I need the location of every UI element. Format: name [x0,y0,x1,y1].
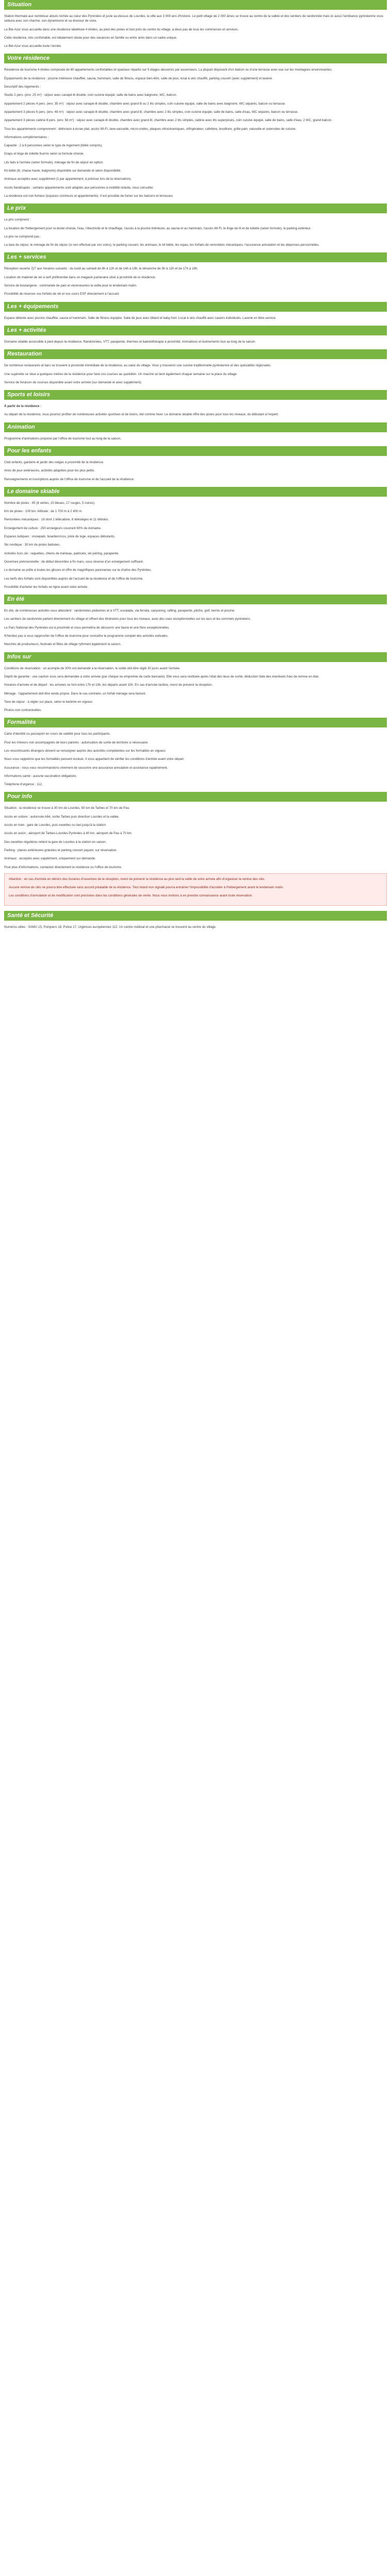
paragraph: Taxe de séjour : à régler sur place, selon le barème en vigueur. [4,700,93,704]
paragraph: Les ressortissants étrangers doivent se renseigner auprès des autorités compétentes sur les formalités en vigueur. [4,749,167,753]
paragraph: Activités hors ski : raquettes, chiens de traîneau, patinoire, ski joëring, parapente. [4,551,119,555]
section-info [4,792,387,905]
paragraph: Résidence de tourisme 4 étoiles composée de 80 appartements confortables et spacieux répartis sur 5 étages desservis par ascenseurs. La plupart disposent d'un balcon ou d'une terrasse avec vue sur les montagnes environnantes. [4,68,333,72]
section-title: Les + activités [4,326,387,335]
section-title: Les + services [4,252,387,262]
paragraph: En été, de nombreuses activités vous attendent : randonnées pédestres et à VTT, escalade, via ferrata, canyoning, rafting, parapente, pêche, golf, tennis et piscine. [4,609,235,613]
paragraph: La location de l'hébergement pour la durée choisie, l'eau, l'électricité et le chauffage, l'accès à la piscine intérieure, au sauna et au hammam, l'accès Wi-Fi, le linge de lit et de toilette (selon formule), le parking extérieur. [4,226,312,230]
paragraph: La résidence est non-fumeur (espaces communs et appartements). Il est possible de fumer sur les balcons et terrasses. [4,194,174,198]
section-title: Pour les enfants [4,446,387,456]
paragraph: Accès en train : gare de Lourdes, puis navettes ou taxi jusqu'à la station. [4,823,107,827]
section-title: Formalités [4,718,387,727]
paragraph: Des navettes régulières relient la gare de Lourdes à la station en saison. [4,840,107,844]
paragraph: Studio 2 pers. (env. 25 m²) : séjour avec canapé-lit double, coin cuisine équipé, salle de bains avec baignoire, WC, balcon. [4,93,177,97]
section-activites [4,326,387,344]
section-formalites [4,718,387,787]
paragraph: Appartement 3 pièces 6 pers. (env. 48 m²) : séjour avec canapé-lit double, chambre avec grand lit, chambre avec 2 lits simples, coin cuisine équipé, salle de bains, salle d'eau, WC séparés, balcon ou terrasse. [4,110,299,114]
paragraph: Conditions de réservation : un acompte de 30% est demandé à la réservation, le solde doit être réglé 30 jours avant l'arrivée. [4,666,181,670]
paragraph: Les sentiers de randonnée partent directement du village et offrent des itinéraires pour tous les niveaux, avec des vues exceptionnelles sur les lacs et les sommets pyrénéens. [4,617,251,621]
section-services [4,252,387,296]
paragraph: Pour plus d'informations, contactez directement la résidence ou l'office de tourisme. [4,865,122,869]
paragraph: Accès handicapés : certains appartements sont adaptés aux personnes à mobilité réduite, nous consulter. [4,185,154,190]
page [0,0,391,929]
paragraph: Kit bébé (lit, chaise haute, baignoire) disponible sur demande et selon disponibilité. [4,169,122,173]
paragraph: Club enfants, garderie et jardin des neiges à proximité de la résidence. [4,460,104,464]
section-title: Restauration [4,349,387,359]
section-title: En été [4,595,387,604]
section-title: Le prix [4,204,387,213]
paragraph: Service de livraison de courses disponible avant votre arrivée (sur demande et avec supplément). [4,380,142,384]
section-title: Pour info [4,792,387,802]
section-title: Votre résidence [4,54,387,63]
paragraph: De nombreux restaurants et bars se trouvent à proximité immédiate de la résidence, au cœur du village. Vous y trouverez une cuisine traditionnelle pyrénéenne et des spécialités régionales. [4,364,271,368]
section-domaine [4,487,387,589]
paragraph: Capacité : 2 à 8 personnes selon le type de logement (bébé compris). [4,144,103,148]
paragraph: Nombre de pistes : 45 (8 vertes, 15 bleues, 17 rouges, 5 noires). [4,501,95,505]
paragraph: Ski nordique : 30 km de pistes balisées. [4,543,61,547]
paragraph: Équipements de la résidence : piscine intérieure chauffée, sauna, hammam, salle de fitness, espace bien-être, salle de jeux, local à skis chauffé, parking couvert (avec supplément) et laverie. [4,76,273,80]
paragraph: Photos non contractuelles. [4,708,42,713]
paragraph: Service de boulangerie : commande de pain et viennoiseries la veille pour le lendemain matin. [4,284,137,288]
paragraph: Possibilité d'acheter les forfaits en ligne avant votre arrivée. [4,585,88,589]
paragraph: Descriptif des logements : [4,85,41,89]
paragraph: Km de pistes : 100 km. Altitude : de 1 700 m à 2 400 m. [4,510,83,514]
section-equipements [4,302,387,320]
section-ete [4,595,387,647]
paragraph: Station thermale aux nombreux atouts nichée au cœur des Pyrénées et juste au-dessus de Lourdes, la ville aux 3 000 ans d'histoire. Le petit village de 2 000 âmes se trouve au centre de la vallée et des sentiers de randonnée mais ici aussi l'ambiance pyrénéenne vous séduira avec son charme, son dynamisme et sa douceur de vivre. [4,14,383,23]
paragraph: Accès en voiture : autoroute A64, sortie Tarbes puis direction Lourdes et la vallée. [4,815,120,819]
section-title: Le domaine skiable [4,487,387,497]
section-situation [4,0,387,48]
paragraph: Le Bel-Azur vous accueille dans une résidence labellisée 4 étoiles, au pied des pistes et tout près du centre du village, à deux pas de tous les commerces et services. [4,27,239,31]
section-animation [4,422,387,441]
paragraph: Pour les mineurs non accompagnés de leurs parents : autorisation de sortie de territoire si nécessaire. [4,740,149,744]
paragraph: Dépôt de garantie : une caution vous sera demandée à votre arrivée (par chèque ou empreinte de carte bancaire). Elle vous sera restituée après l'état des lieux de sortie, déduction faite des éventuels frais de remise en état. [4,674,319,679]
notice-paragraph: Aucune remise de clés ne pourra être effectuée sans accord préalable de la résidence. Tout retard non signalé pourra entraîner l'impossibilité d'accéder à l'hébergement avant le lendemain matin. [9,886,284,890]
paragraph: Le prix ne comprend pas : [4,234,41,239]
paragraph: Animaux acceptés avec supplément (1 par appartement, à préciser lors de la réservation). [4,177,132,181]
paragraph: Appartement 2 pièces 4 pers. (env. 35 m²) : séjour avec canapé-lit double, chambre avec grand lit ou 2 lits simples, coin cuisine équipé, salle de bains avec baignoire, WC séparés, balcon ou terrasse. [4,101,286,106]
paragraph: Assurance : nous vous recommandons vivement de souscrire une assurance annulation et assistance rapatriement. [4,766,168,770]
paragraph: Nous vous rappelons que les formalités peuvent évoluer. Il vous appartient de vérifier les conditions d'entrée avant votre départ. [4,757,185,761]
section-title: Les + équipements [4,302,387,312]
paragraph: Situation : la résidence se trouve à 30 km de Lourdes, 50 km de Tarbes et 70 km de Pau. [4,806,130,810]
paragraph: Appartement 3 pièces cabine 8 pers. (env. 56 m²) : séjour avec canapé-lit double, chambre avec grand lit, chambre avec 2 lits simples, cabine avec lits superposés, coin cuisine équipé, salle de bains, salle d'eau, 2 WC, grand balcon. [4,118,332,123]
notice-paragraph: Attention : en cas d'arrivée en dehors des horaires d'ouverture de la réception, merci de prévenir la résidence au plus tard la veille de votre arrivée afin d'organiser la remise des clés. [9,877,266,881]
paragraph: Le domaine se prête à toutes les glisses et offre de magnifiques panoramas sur la chaîne des Pyrénées. [4,568,152,572]
paragraph: Carte d'identité ou passeport en cours de validité pour tous les participants. [4,732,111,736]
paragraph: Les tarifs des forfaits sont disponibles auprès de l'accueil de la résidence et de l'office de tourisme. [4,577,143,581]
paragraph: Espaces ludiques : snowpark, boardercross, piste de luge, espaces débutants. [4,535,116,539]
paragraph: Espace détente avec piscine chauffée, sauna et hammam. Salle de fitness équipée. Salle de jeux avec billard et baby-foot. Local à skis chauffé avec casiers individuels. Laverie en libre-service. [4,316,276,320]
paragraph: Ménage : l'appartement doit être rendu propre. Dans le cas contraire, un forfait ménage sera facturé. [4,691,146,696]
paragraph: Animaux : acceptés avec supplément, uniquement sur demande. [4,857,96,861]
section-enfants [4,446,387,482]
notice-box [4,873,387,906]
paragraph: Marchés de producteurs, festivals et fêtes de village rythment également la saison. [4,642,121,647]
paragraph: La taxe de séjour, le ménage de fin de séjour (si non effectué par vos soins), le parking couvert, les animaux, le kit bébé, les repas, les forfaits de remontées mécaniques, l'assurance annulation et les dépenses personnelles. [4,243,320,247]
paragraph: Réception ouverte 7j/7 aux horaires suivants : du lundi au samedi de 8h à 12h et de 14h à 19h, le dimanche de 9h à 12h et de 17h à 19h. [4,267,198,271]
paragraph: Lits faits à l'arrivée (selon formule), ménage de fin de séjour en option. [4,160,104,164]
paragraph: Informations complémentaires : [4,135,49,139]
paragraph: Enneigement de culture : 250 enneigeurs couvrant 60% du domaine. [4,526,102,530]
section-infos [4,652,387,713]
paragraph: Renseignements et inscriptions auprès de l'office de tourisme et de l'accueil de la résidence. [4,477,135,481]
section-title: Santé et Sécurité [4,911,387,921]
paragraph: Aires de jeux extérieures, activités adaptées pour les plus petits. [4,469,95,473]
notice-paragraph: Les conditions d'annulation et de modification sont précisées dans les conditions générales de vente. Nous vous invitons à en prendre connaissance avant toute réservation. [9,894,253,898]
paragraph: Ouverture prévisionnelle : de début décembre à fin mars, sous réserve d'un enneigement suffisant. [4,560,144,564]
paragraph: Programme d'animations proposé par l'office de tourisme tout au long de la saison. [4,436,121,440]
section-prix [4,204,387,247]
paragraph: Informations santé : aucune vaccination obligatoire. [4,774,77,778]
section-title: Animation [4,422,387,432]
paragraph: Location de matériel de ski à tarif préférentiel dans un magasin partenaire situé à proximité de la résidence. [4,275,156,279]
paragraph: Une supérette se situe à quelques mètres de la résidence pour faire vos courses au quotidien. Un marché se tient également chaque semaine sur la place du village. [4,372,238,376]
paragraph: Accès en avion : aéroport de Tarbes-Lourdes-Pyrénées à 40 km, aéroport de Pau à 70 km. [4,832,133,836]
section-title: Sports et loisirs [4,390,387,400]
paragraph: Le Bel-Azur vous accueille toute l'année. [4,44,62,48]
paragraph: Cette résidence, très confortable, est idéalement située pour des vacances en famille ou entre amis dans un cadre unique. [4,36,177,40]
section-sante [4,911,387,929]
section-residence [4,54,387,198]
bullet-heading: À partir de la résidence : [4,404,42,409]
section-restauration [4,349,387,385]
paragraph: Horaires d'arrivée et de départ : les arrivées se font entre 17h et 19h, les départs avant 10h. En cas d'arrivée tardive, merci de prévenir la réception. [4,683,213,687]
paragraph: Remontées mécaniques : 18 dont 1 télécabine, 6 télésièges et 11 téléskis. [4,518,109,522]
paragraph: Parking : places extérieures gratuites et parking couvert payant, sur réservation. [4,848,118,852]
bullet-text: Au départ de la résidence, vous pourrez profiter de nombreuses activités sportives et de loisirs, été comme hiver. Le domaine skiable offre des pistes pour tous les niveaux, du débutant à l'expert. [4,413,279,417]
paragraph: Possibilité de réserver vos forfaits de ski et vos cours ESF directement à l'accueil. [4,292,120,296]
section-sports [4,390,387,417]
paragraph: Le prix comprend : [4,218,31,222]
paragraph: N'hésitez pas à vous rapprocher de l'office de tourisme pour connaître le programme complet des activités estivales. [4,634,169,638]
paragraph: Le Parc National des Pyrénées est à proximité et vous permettra de découvrir une faune et une flore exceptionnelles. [4,625,170,630]
section-title: Infos sur [4,652,387,662]
paragraph: Domaine skiable accessible à pied depuis la résidence. Randonnées, VTT, parapente, thermes et balnéothérapie à proximité. Animations et événements tout au long de la saison. [4,340,256,344]
paragraph: Draps et linge de toilette fournis selon la formule choisie. [4,152,85,156]
paragraph: Tous les appartements comprennent : télévision à écran plat, accès Wi-Fi, lave-vaisselle, micro-ondes, plaques vitrocéramiques, réfrigérateur, cafetière, bouilloire, grille-pain, vaisselle et ustensiles de cuisine. [4,127,297,131]
paragraph: Téléphone d'urgence : 112. [4,783,43,787]
paragraph: Numéros utiles : SAMU 15, Pompiers 18, Police 17, Urgences européennes 112. Un centre médical et une pharmacie se trouvent au centre du village. [4,925,217,929]
section-title: Situation [4,0,387,10]
